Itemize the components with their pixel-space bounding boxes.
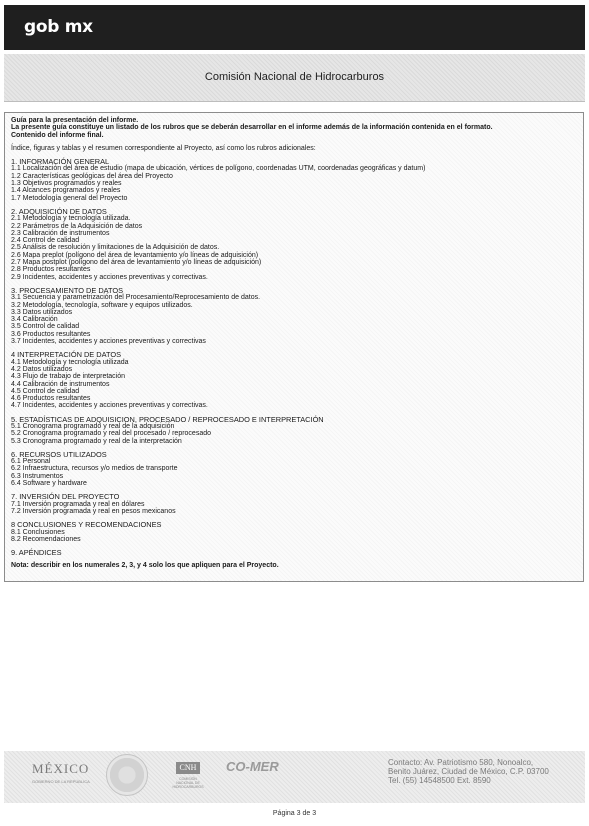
- cnh-logo-subtitle: COMISIÓN NACIONAL DE HIDROCARBUROS: [172, 777, 204, 789]
- cnh-logo: CNH: [176, 762, 200, 774]
- contact-line: Contacto: Av. Patriotismo 580, Nonoalco,: [388, 758, 534, 767]
- section-item: 2.1 Metodología y tecnología utilizada.: [11, 215, 131, 223]
- section-item: 6.1 Personal: [11, 458, 51, 466]
- section-item: 2.3 Calibración de instrumentos: [11, 229, 110, 237]
- section-item: 1.1 Localización del área de estudio (mapa de ubicación, vértices de polígono, coordenadas UTM, coordenadas geográficas y datum): [11, 165, 426, 173]
- section-heading: 4 INTERPRETACIÓN DE DATOS: [11, 350, 122, 360]
- section-item: 3.4 Calibración: [11, 316, 58, 324]
- section-item: 2.6 Mapa preplot (polígono del área de levantamiento y/o líneas de adquisición): [11, 251, 259, 259]
- section-item: 5.1 Cronograma programado y real de la adquisición: [11, 422, 175, 430]
- section-item: 5.2 Cronograma programado y real del procesado / reprocesado: [11, 430, 212, 438]
- mexico-logo: MÉXICO: [32, 761, 90, 776]
- section-item: 2.4 Control de calidad: [11, 237, 80, 245]
- section-heading: 7. INVERSIÓN DEL PROYECTO: [11, 492, 120, 502]
- section-item: 4.4 Calibración de instrumentos: [11, 380, 110, 388]
- section-item: 2.7 Mapa postplot (polígono del área de levantamiento y/o líneas de adquisición): [11, 259, 262, 267]
- section-item: 8.1 Conclusiones: [11, 528, 65, 536]
- section-item: 1.2 Características geológicas del área del Proyecto: [11, 172, 173, 180]
- page-number: Página 3 de 3: [272, 810, 317, 817]
- footer-banner: [4, 751, 585, 803]
- section-item: 4.7 Incidentes, accidentes y acciones preventivas y correctivas.: [11, 402, 208, 410]
- section-item: 1.3 Objetivos programados y reales: [11, 180, 122, 188]
- section-item: 3.2 Metodología, tecnología, software y equipos utilizados.: [11, 301, 193, 309]
- mexico-logo-subtitle: GOBIERNO DE LA REPÚBLICA: [32, 779, 90, 784]
- section-item: 3.6 Productos resultantes: [11, 330, 91, 338]
- section-item: 3.3 Datos utilizados: [11, 308, 73, 316]
- section-item: 4.1 Metodología y tecnología utilizada: [11, 358, 129, 366]
- contact-info: [388, 758, 578, 785]
- guide-box: [4, 112, 584, 582]
- section-item: 2.9 Incidentes, accidentes y acciones preventivas y correctivas.: [11, 273, 208, 281]
- contact-line: Benito Juárez, Ciudad de México, C.P. 03700: [388, 767, 549, 776]
- section-item: 6.2 Infraestructura, recursos y/o medios de transporte: [11, 465, 178, 473]
- section-heading: 1. INFORMACIÓN GENERAL: [11, 157, 110, 167]
- contact-line: Tel. (55) 14548500 Ext. 8590: [388, 776, 491, 785]
- section-item: 4.2 Datos utilizados: [11, 365, 73, 373]
- section-item: 6.4 Software y hardware: [11, 480, 87, 488]
- section-heading: 6. RECURSOS UTILIZADOS: [11, 449, 107, 459]
- section-item: 6.3 Instrumentos: [11, 472, 64, 480]
- section-item: 3.1 Secuencia y parametrización del Procesamiento/Reprocesamiento de datos.: [11, 294, 261, 302]
- guide-note: Nota: describir en los numerales 2, 3, y 4 solo los que apliquen para el Proyecto.: [11, 562, 279, 570]
- header-bar: [4, 5, 585, 50]
- section-heading: 2. ADQUISICIÓN DE DATOS: [11, 206, 107, 216]
- agency-band: [4, 54, 585, 102]
- comer-logo: CO-MER: [226, 759, 279, 774]
- section-item: 3.7 Incidentes, accidentes y acciones preventivas y correctivas: [11, 338, 206, 346]
- section-item: 4.6 Productos resultantes: [11, 395, 91, 403]
- national-seal-icon: [106, 754, 148, 796]
- guide-index-note: Índice, figuras y tablas y el resumen correspondiente al Proyecto, así como los rubros adicionales:: [11, 144, 316, 152]
- section-item: 7.2 Inversión programada y real en pesos mexicanos: [11, 507, 176, 515]
- section-item: 1.4 Alcances programados y reales: [11, 187, 121, 195]
- section-item: 2.5 Análisis de resolución y limitaciones de la Adquisición de datos.: [11, 244, 220, 252]
- guide-title: Guía para la presentación del informe.: [11, 117, 139, 124]
- section-item: 3.5 Control de calidad: [11, 323, 80, 331]
- agency-title: Comisión Nacional de Hidrocarburos: [204, 71, 385, 83]
- guide-description: La presente guía constituye un listado de los rubros que se deberán desarrollar en el informe además de la información contenida en el formato.: [11, 124, 493, 132]
- section-heading: 3. PROCESAMIENTO DE DATOS: [11, 285, 124, 295]
- section-item: 7.1 Inversión programada y real en dólares: [11, 500, 145, 508]
- section-heading: 5. ESTADÍSTICAS DE ADQUISICION, PROCESADO / REPROCESADO E INTERPRETACIÓN: [11, 414, 324, 424]
- section-item: 1.7 Metodología general del Proyecto: [11, 194, 128, 202]
- section-item: 5.3 Cronograma programado y real de la interpretación: [11, 437, 182, 445]
- gobmx-logo[interactable]: gob mx: [24, 17, 93, 37]
- section-item: 4.5 Control de calidad: [11, 387, 80, 395]
- section-heading: 9. APÉNDICES: [11, 548, 62, 558]
- section-item: 8.2 Recomendaciones: [11, 535, 81, 543]
- section-item: 2.8 Productos resultantes: [11, 266, 91, 274]
- section-heading: 8 CONCLUSIONES Y RECOMENDACIONES: [11, 520, 162, 530]
- guide-subtitle: Contenido del informe final.: [11, 131, 104, 139]
- sections-list: [11, 158, 577, 562]
- section-item: 4.3 Flujo de trabajo de interpretación: [11, 373, 126, 381]
- section-item: 2.2 Parámetros de la Adquisición de datos: [11, 222, 143, 230]
